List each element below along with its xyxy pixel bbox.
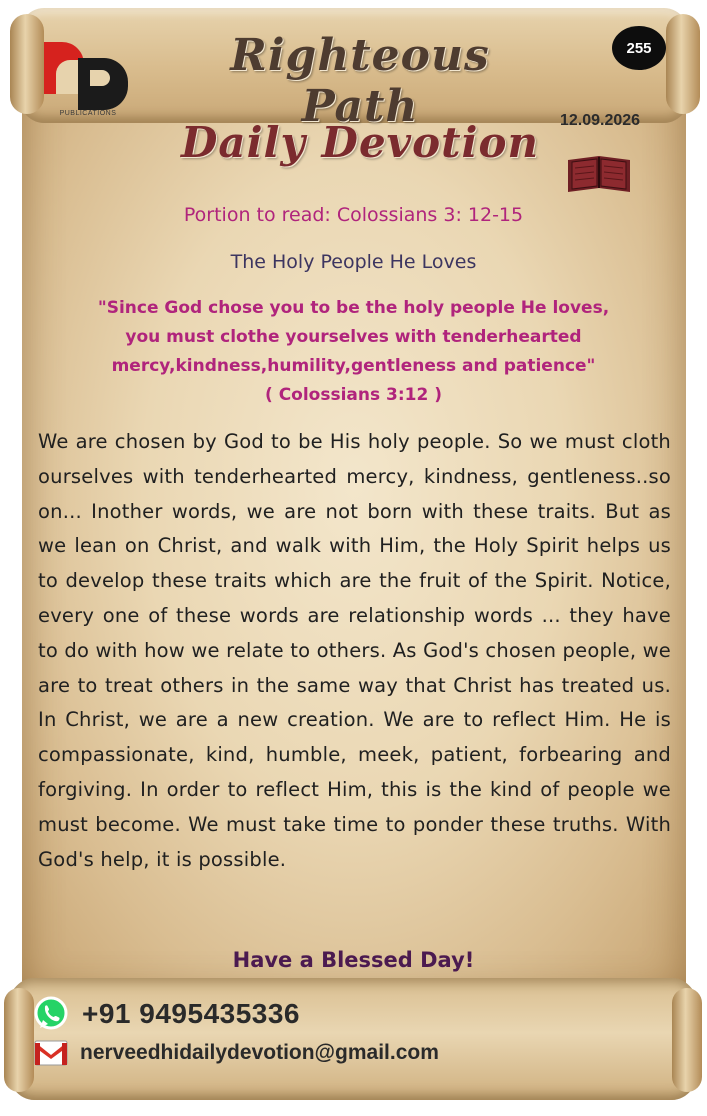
open-book-icon xyxy=(566,154,632,194)
contact-email-address[interactable]: nerveedhidailydevotion@gmail.com xyxy=(80,1041,439,1064)
whatsapp-icon xyxy=(32,995,70,1033)
devotion-date: 12.09.2026 xyxy=(559,112,641,129)
contact-phone-number[interactable]: +91 9495435336 xyxy=(82,998,300,1029)
mail-icon xyxy=(34,1040,68,1066)
publisher-logo xyxy=(44,40,132,120)
key-verse xyxy=(60,294,647,410)
verse-line: you must clothe yourselves with tenderhearted xyxy=(125,327,582,347)
page-number-badge: 255 xyxy=(612,26,666,70)
devotion-body: We are chosen by God to be His holy people. So we must cloth ourselves with tenderhearted mercy, kindness, gentleness..so on... Inother words, we are not born with these traits. But as we lean on Christ, and walk with Him, the Holy Spirit helps us to develop these traits which are the fruit of the Spirit. Notice, every one of these words are relationship words ... they have to do with how we relate to others. As God's chosen people, we are to treat others in the same way that Christ has treated us. In Christ, we are a new creation. We are to reflect Him. He is compassionate, kind, humble, meek, patient, forbearing and forgiving. In order to reflect Him, this is the kind of people we must become. We must take time to ponder these truths. With God's help, it is possible. xyxy=(38,430,671,871)
verse-line: "Since God chose you to be the holy people He loves, xyxy=(97,298,610,318)
closing-blessing: Have a Blessed Day! xyxy=(232,948,475,972)
logo-letter-p-stem xyxy=(78,90,92,108)
contact-email-row xyxy=(34,1036,439,1070)
logo-caption: PUBLICATIONS xyxy=(59,110,117,117)
contact-phone-row xyxy=(32,995,300,1033)
brand-title: Righteous Path xyxy=(230,30,490,132)
reading-portion: Portion to read: Colossians 3: 12-15 xyxy=(183,204,524,226)
verse-line: mercy,kindness,humility,gentleness and patience" xyxy=(111,356,596,376)
devotion-topic: The Holy People He Loves xyxy=(230,251,477,273)
page-subtitle: Daily Devotion xyxy=(180,118,540,167)
verse-reference: ( Colossians 3:12 ) xyxy=(265,385,442,405)
